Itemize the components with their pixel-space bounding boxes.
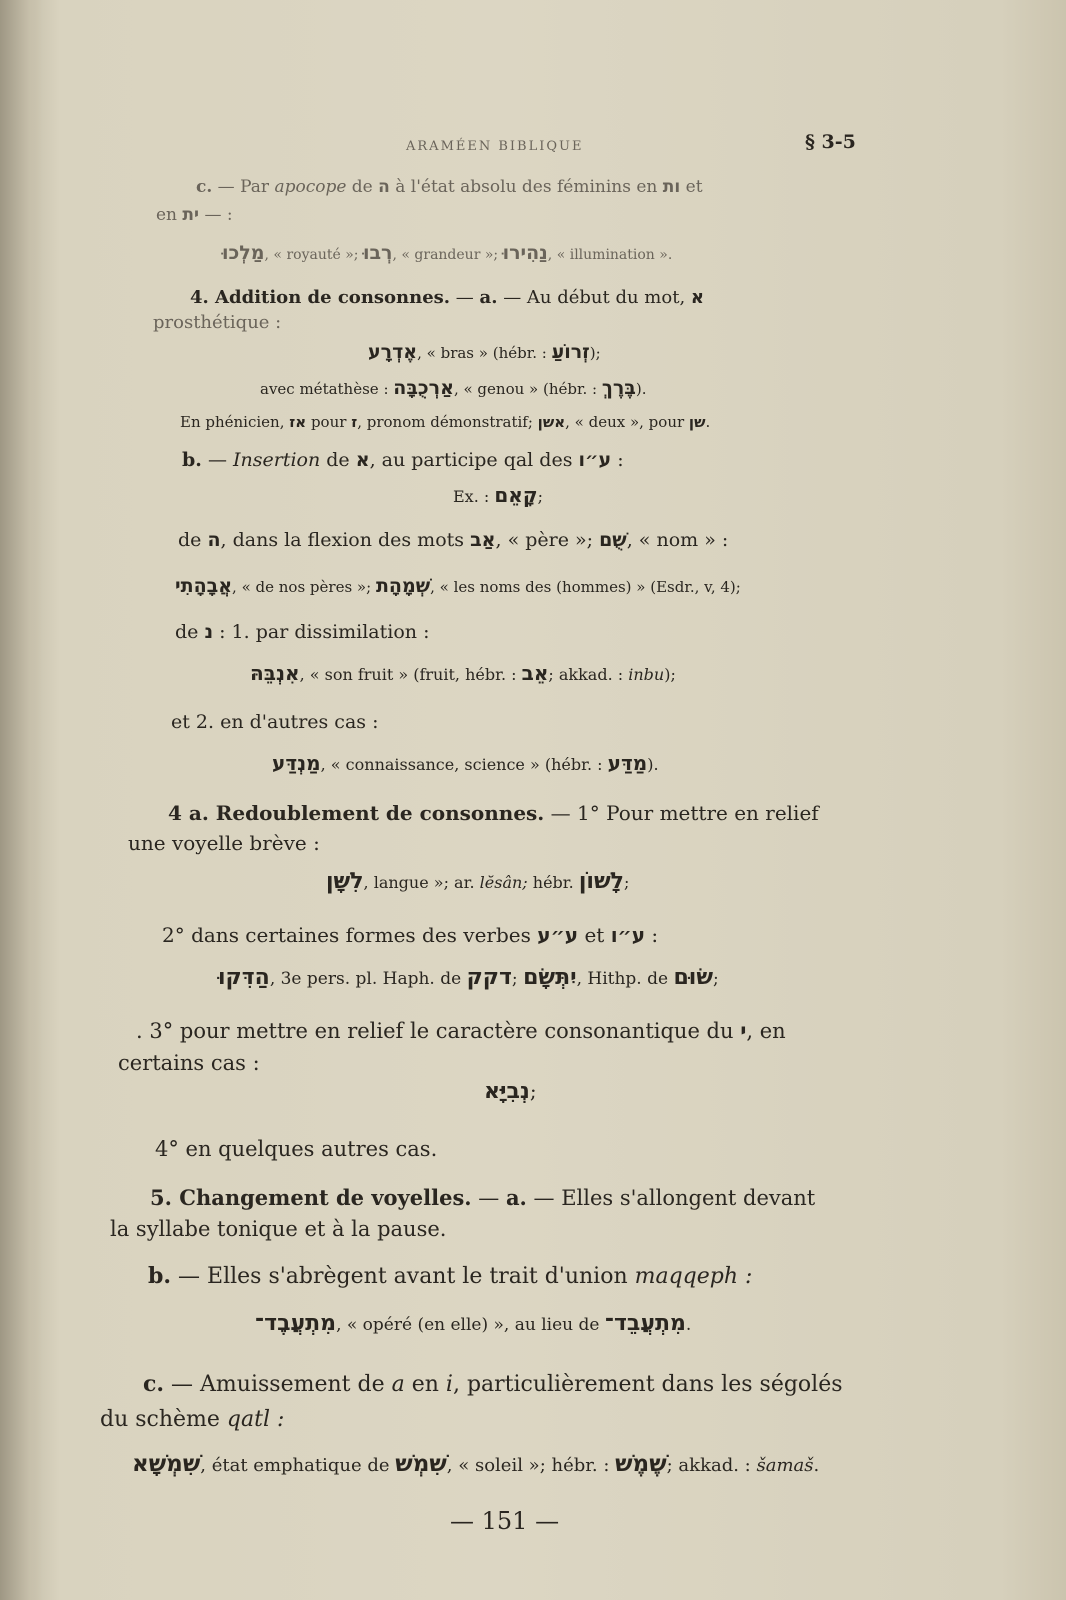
text-line: de ה, dans la flexion des mots אַב, « père »; שֻׁם, « nom » : [178,529,729,551]
text-line: 2° dans certaines formes des verbes ע״ע et ע״ו : [162,923,659,947]
text-line: מִתְעֲבֶד־, « opéré (en elle) », au lieu de מִתְעֲבֵד־. [255,1311,692,1336]
text-line: En phénicien, אז pour ז, pronom démonstratif; אשן, « deux », pour שן. [180,413,711,431]
page-binding-shadow [0,0,42,1600]
text-line: c. — Par apocope de ה à l'état absolu des féminins en ות et [196,177,703,197]
text-line: de נ : 1. par dissimilation : [175,621,430,643]
text-line: la syllabe tonique et à la pause. [110,1217,447,1241]
text-line: . 3° pour mettre en relief le caractère consonantique du י, en [136,1019,786,1043]
section-number: § 3-5 [805,131,856,153]
text-line: אֶדְרָע, « bras » (hébr. : זְרוֹעַ); [368,341,601,363]
text-line: avec métathèse : אַרְכֻבָּה, « genou » (hébr. : בֶּרֶךְ). [260,377,647,399]
text-line: 5. Changement de voyelles. — a. — Elles s'allongent devant [150,1185,816,1210]
text-line: une voyelle brève : [128,831,320,855]
text-line: b. — Elles s'abrègent avant le trait d'union maqqeph : [148,1263,753,1289]
text-line: 4 a. Redoublement de consonnes. — 1° Pour mettre en relief [168,801,819,825]
running-title: ARAMÉEN BIBLIQUE [406,139,584,154]
text-line: לִשָּׁן, langue »; ar. lĕsân; hébr. לָשׁוֹן; [326,869,630,894]
text-line: מַנְדַּע, « connaissance, science » (hébr. : מַדַּע). [272,751,659,775]
text-line: prosthétique : [153,312,282,333]
text-line: certains cas : [118,1051,260,1075]
text-line: Ex. : קָאֵם; [453,483,543,507]
text-line: b. — Insertion de א, au participe qal des ע״ו : [182,449,624,471]
text-line: מַלְכוּ, « royauté »; רְבוּ, « grandeur »; נַהִירוּ, « illumination ». [222,242,673,264]
text-line: c. — Amuissement de a en i, particulièrement dans les ségolés [143,1371,843,1397]
text-line: שִׁמְשָׁא, état emphatique de שִׁמְשׁ, « soleil »; hébr. : שֶׁמֶשׁ; akkad. : šamaš. [132,1451,820,1477]
text-line: du schème qatl : [100,1407,285,1432]
text-line: 4. Addition de consonnes. — a. — Au début du mot, א [190,287,704,308]
text-line: en ית — : [156,205,233,225]
page-number: — 151 — [450,1507,560,1535]
text-line: 4° en quelques autres cas. [155,1137,438,1161]
text-line: et 2. en d'autres cas : [171,711,379,733]
text-line: נְבִיָּא; [484,1079,537,1104]
text-line: הַדִּקוּ, 3e pers. pl. Haph. de דקק; יִתְּשָׂם, Hithp. de שׂוּם; [218,965,719,990]
text-line: אִנְבֵּהּ, « son fruit » (fruit, hébr. : אֵב; akkad. : inbu); [250,661,676,685]
text-line: אֲבָהָתִי, « de nos pères »; שְׁמָהָת, « les noms des (hommes) » (Esdr., v, 4); [175,575,741,597]
